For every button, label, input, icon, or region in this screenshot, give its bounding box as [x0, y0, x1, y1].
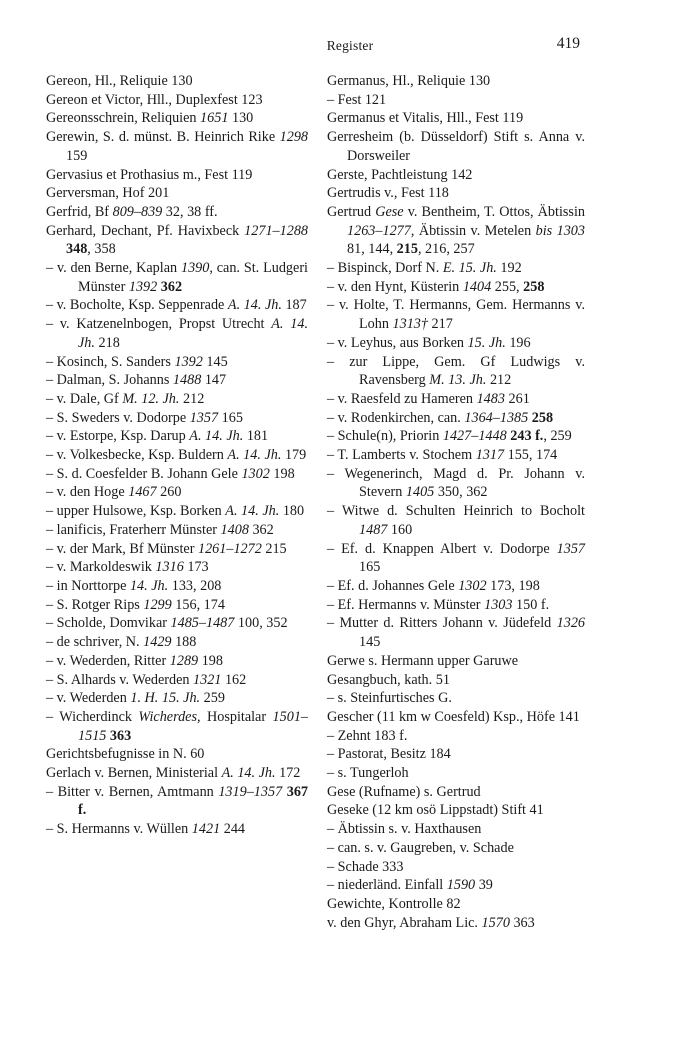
entry-text: bis 1303: [535, 222, 585, 239]
index-subentry: [327, 540, 585, 577]
entry-text: Wicherdes,: [138, 708, 201, 725]
entry-text: Gerversman, Hof 201: [46, 185, 170, 202]
entry-text: 145: [359, 634, 381, 651]
entry-text: – Schule(n), Priorin: [327, 428, 443, 445]
entry-text: 348: [66, 241, 88, 258]
index-entry: [327, 671, 585, 690]
entry-text: 215: [261, 540, 287, 557]
index-entry: [46, 184, 308, 203]
index-subentry: [46, 427, 308, 446]
entry-text: 1408: [220, 521, 249, 538]
index-entry: [46, 203, 308, 222]
entry-text: 1364–1385: [464, 409, 529, 426]
entry-text: – S. d. Coesfelder B. Johann Gele: [46, 465, 242, 482]
entry-text: 32, 38 ff.: [162, 203, 218, 220]
entry-text: 1316: [155, 559, 184, 576]
entry-text: – Scholde, Domvikar: [46, 615, 171, 632]
entry-text: – v. Wederden, Ritter: [46, 652, 170, 669]
index-subentry: [46, 540, 308, 559]
index-subentry: [327, 689, 585, 708]
entry-text: 1429: [143, 634, 172, 651]
index-subentry: [327, 839, 585, 858]
index-subentry: [46, 708, 308, 745]
entry-text: – v. den Berne, Kaplan: [46, 260, 181, 277]
index-entry: [327, 166, 585, 185]
index-subentry: [327, 577, 585, 596]
entry-text: 243 f.: [510, 428, 544, 445]
index-entry: [46, 109, 308, 128]
entry-text: 155, 174: [504, 447, 558, 464]
index-entry: [46, 91, 308, 110]
index-subentry: [46, 614, 308, 633]
entry-text: – s. Tungerloh: [327, 765, 409, 782]
entry-text: – Kosinch, S. Sanders: [46, 353, 175, 370]
entry-text: Gereon et Victor, Hll., Duplexfest 123: [46, 91, 263, 108]
entry-text: 130: [228, 110, 254, 127]
index-subentry: [327, 353, 585, 390]
index-entry: [327, 783, 585, 802]
entry-text: 1405: [405, 484, 435, 501]
entry-text: Hospitalar: [200, 708, 273, 725]
entry-text: 187: [281, 297, 307, 314]
entry-text: A. 14. Jh.: [189, 428, 244, 445]
entry-text: – Witwe d. Schulten Heinrich to Bocholt: [327, 503, 585, 520]
index-subentry: [46, 652, 308, 671]
entry-text: 159: [66, 147, 88, 164]
entry-text: A. 14. Jh.: [227, 297, 282, 314]
index-subentry: [327, 427, 585, 446]
entry-text: 198: [269, 465, 295, 482]
entry-text: A. 14. Jh.: [227, 447, 282, 464]
index-subentry: [327, 614, 585, 651]
entry-text: 1651: [200, 110, 229, 127]
entry-text: 1302: [241, 465, 270, 482]
entry-text: 363: [109, 727, 132, 744]
entry-text: 1421: [191, 821, 221, 838]
entry-text: 1392: [128, 278, 158, 295]
entry-text: – v. Raesfeld zu Hameren: [327, 390, 477, 407]
entry-text: Gertrud: [327, 203, 376, 220]
entry-text: 1570: [481, 914, 510, 931]
entry-text: 217: [427, 316, 453, 333]
entry-text: 1392: [174, 353, 203, 370]
entry-text: 1. H. 15. Jh.: [130, 690, 201, 707]
entry-text: Gese: [375, 203, 404, 220]
entry-text: Gervasius et Prothasius m., Fest 119: [46, 166, 253, 183]
index-subentry: [46, 783, 308, 820]
entry-text: 260: [156, 484, 182, 501]
entry-text: 1483: [476, 390, 505, 407]
page-number: 419: [556, 35, 580, 52]
entry-text: 1321: [193, 671, 222, 688]
running-head: Register: [326, 38, 374, 53]
entry-text: – can. s. v. Gaugreben, v. Schade: [327, 839, 514, 856]
entry-text: 244: [220, 821, 245, 838]
entry-text: 259: [200, 690, 225, 707]
entry-text: 1404: [462, 278, 492, 295]
entry-text: – in Norttorpe: [46, 577, 130, 594]
entry-text: 1485–1487: [170, 615, 235, 632]
index-subentry: [327, 858, 585, 877]
entry-text: Germanus et Vitalis, Hll., Fest 119: [327, 110, 524, 127]
entry-text: – Ef. d. Johannes Gele: [327, 577, 459, 594]
index-subentry: [327, 727, 585, 746]
index-subentry: [46, 315, 308, 352]
index-column-right: [327, 72, 585, 932]
entry-text: – v. Holte, T. Hermanns, Gem. Hermanns v. Lohn: [327, 297, 585, 333]
entry-text: 156, 174: [171, 596, 225, 613]
index-entry: [46, 764, 308, 783]
index-subentry: [327, 334, 585, 353]
entry-text: – Pastorat, Besitz 184: [327, 746, 451, 763]
entry-text: 145: [202, 353, 228, 370]
index-subentry: [46, 521, 308, 540]
entry-text: 1357: [189, 409, 219, 426]
entry-text: Gerste, Pachtleistung 142: [327, 166, 473, 183]
entry-text: – Ef. d. Knappen Albert v. Dodorpe: [327, 540, 557, 557]
entry-text: 1488: [172, 372, 202, 389]
entry-text: 1319–1357: [218, 783, 283, 800]
index-entry: [46, 166, 308, 185]
entry-text: 162: [221, 671, 247, 688]
entry-text: – v. Volkesbecke, Ksp. Buldern: [46, 447, 228, 464]
entry-text: Gerresheim (b. Düsseldorf) Stift s. Anna v. Dorsweiler: [327, 129, 585, 164]
entry-text: 258: [523, 278, 545, 295]
index-subentry: [46, 483, 308, 502]
index-subentry: [46, 390, 308, 409]
entry-text: 218: [94, 334, 120, 351]
index-entry: [46, 222, 308, 259]
entry-text: 212: [179, 390, 205, 407]
entry-text: 1298: [279, 129, 308, 146]
entry-text: 192: [496, 260, 522, 277]
index-entry: [327, 914, 585, 933]
index-subentry: [46, 371, 308, 390]
index-subentry: [46, 465, 308, 484]
index-subentry: [327, 278, 585, 297]
index-entry: [327, 652, 585, 671]
index-entry: [46, 128, 308, 165]
entry-text: – v. den Hynt, Küsterin: [327, 278, 463, 295]
entry-text: 367 f.: [78, 783, 308, 819]
index-subentry: [327, 390, 585, 409]
entry-text: E. 15. Jh.: [442, 260, 497, 277]
entry-text: – v. Markoldeswik: [46, 559, 156, 576]
entry-text: 15. Jh.: [467, 334, 506, 351]
entry-text: Gerfrid, Bf: [46, 203, 113, 220]
entry-text: 809–839: [112, 203, 163, 220]
entry-text: 1390: [180, 260, 210, 277]
index-subentry: [327, 465, 585, 502]
entry-text: – lanificis, Fraterherr Münster: [46, 521, 221, 538]
entry-text: 165: [218, 409, 243, 426]
entry-text: – Äbtissin s. v. Haxthausen: [327, 821, 482, 838]
entry-text: Germanus, Hl., Reliquie 130: [327, 73, 491, 89]
entry-text: 1501–1515: [78, 708, 308, 744]
entry-text: – Bitter v. Bernen, Amtmann: [46, 783, 219, 800]
index-subentry: [46, 558, 308, 577]
index-entry: [327, 801, 585, 820]
entry-text: 1467: [128, 484, 157, 501]
entry-text: – T. Lamberts v. Stochem: [327, 447, 476, 464]
index-subentry: [327, 764, 585, 783]
entry-text: – Mutter d. Ritters Johann v. Jüdefeld: [327, 615, 557, 632]
entry-text: – s. Steinfurtisches G.: [327, 690, 452, 707]
entry-text: – Wicherdinck: [46, 708, 139, 725]
index-entry: [327, 72, 585, 91]
entry-text: 1299: [143, 596, 172, 613]
index-subentry: [46, 671, 308, 690]
entry-text: 255,: [491, 278, 524, 295]
entry-text: Gerhard, Dechant, Pf. Havixbeck: [46, 222, 245, 239]
entry-text: 1357: [556, 540, 585, 557]
entry-text: Geseke (12 km osö Lippstadt) Stift 41: [327, 802, 544, 819]
entry-text: 39: [475, 877, 493, 894]
entry-text: Gereonsschrein, Reliquien: [46, 110, 201, 127]
index-entry: [327, 708, 585, 727]
entry-text: 212: [486, 372, 512, 389]
entry-text: – Zehnt 183 f.: [327, 727, 408, 744]
entry-text: 1487: [359, 521, 388, 538]
entry-text: Äbtissin v. Metelen: [414, 222, 536, 239]
entry-text: – Wegenerinch, Magd d. Pr. Johann v. Stevern: [327, 465, 585, 501]
index-subentry: [327, 259, 585, 278]
entry-text: 165: [359, 559, 381, 576]
index-subentry: [46, 446, 308, 465]
entry-text: 147: [201, 372, 227, 389]
entry-text: 181: [243, 428, 269, 445]
entry-text: 173: [183, 559, 209, 576]
entry-text: 196: [505, 334, 531, 351]
entry-text: 1317: [475, 447, 505, 464]
entry-text: – v. Wederden: [46, 690, 131, 707]
entry-text: , can. St. Ludgeri Münster: [78, 260, 308, 295]
entry-text: Gerewin, S. d. münst. B. Heinrich Rike: [46, 129, 280, 146]
index-subentry: [327, 502, 585, 539]
entry-text: – S. Alhards v. Wederden: [46, 671, 194, 688]
entry-text: 362: [160, 278, 183, 295]
entry-text: – v. Dale, Gf: [46, 390, 123, 407]
entry-text: 1590: [446, 877, 476, 894]
entry-text: – v. den Hoge: [46, 484, 129, 501]
entry-text: – v. der Mark, Bf Münster: [46, 540, 198, 557]
index-subentry: [327, 409, 585, 428]
entry-text: 180: [279, 503, 305, 520]
entry-text: – v. Bocholte, Ksp. Seppenrade: [46, 297, 228, 314]
entry-text: 81, 144,: [347, 241, 397, 258]
entry-text: 1427–1448: [442, 428, 507, 445]
index-subentry: [46, 353, 308, 372]
entry-text: M. 13. Jh.: [429, 372, 487, 389]
entry-text: 1326: [556, 615, 585, 632]
index-entry: [327, 184, 585, 203]
entry-text: Gerlach v. Bernen, Ministerial: [46, 765, 222, 782]
index-entry: [46, 745, 308, 764]
index-subentry: [46, 633, 308, 652]
index-subentry: [46, 820, 308, 839]
entry-text: A. 14. Jh.: [221, 765, 276, 782]
index-subentry: [327, 596, 585, 615]
entry-text: Gereon, Hl., Reliquie 130: [46, 73, 193, 89]
index-entry: [46, 72, 308, 91]
entry-text: , 216, 257: [417, 241, 475, 258]
entry-text: Gesangbuch, kath. 51: [327, 671, 450, 688]
entry-text: 1303: [484, 596, 513, 613]
entry-text: 1271–1288: [244, 222, 308, 239]
index-column-left: [46, 72, 308, 839]
entry-text: 133, 208: [168, 577, 222, 594]
entry-text: 173, 198: [486, 577, 540, 594]
entry-text: , 358: [87, 241, 116, 258]
entry-text: A. 14. Jh.: [78, 316, 308, 351]
entry-text: 1263–1277,: [347, 222, 415, 239]
entry-text: 258: [531, 409, 554, 426]
entry-text: 188: [171, 634, 197, 651]
entry-text: Gewichte, Kontrolle 82: [327, 895, 461, 912]
index-entry: [327, 895, 585, 914]
entry-text: Gese (Rufname) s. Gertrud: [327, 783, 481, 800]
entry-text: – Bispinck, Dorf N.: [327, 260, 443, 277]
index-subentry: [327, 876, 585, 895]
entry-text: 198: [198, 652, 223, 669]
index-entry: [327, 203, 585, 259]
entry-text: 1302: [458, 577, 487, 594]
entry-text: 215: [396, 241, 418, 258]
index-subentry: [46, 502, 308, 521]
entry-text: – zur Lippe, Gem. Gf Ludwigs v. Ravensberg: [327, 353, 585, 389]
entry-text: v. Bentheim, T. Ottos, Äbtissin: [403, 203, 585, 220]
entry-text: – Schade 333: [327, 858, 404, 875]
index-subentry: [327, 296, 585, 333]
entry-text: 350, 362: [434, 484, 488, 501]
entry-text: – S. Sweders v. Dodorpe: [46, 409, 190, 426]
entry-text: – de schriver, N.: [46, 634, 144, 651]
entry-text: – Ef. Hermanns v. Münster: [327, 596, 485, 613]
index-entry: [327, 128, 585, 165]
index-subentry: [46, 577, 308, 596]
entry-text: – Fest 121: [327, 91, 387, 108]
entry-text: – v. Estorpe, Ksp. Darup: [46, 428, 190, 445]
index-subentry: [327, 91, 585, 110]
index-subentry: [327, 820, 585, 839]
entry-text: 150 f.: [512, 596, 550, 613]
entry-text: 14. Jh.: [129, 577, 169, 594]
index-subentry: [46, 296, 308, 315]
entry-text: 1313†: [392, 316, 428, 333]
entry-text: – S. Rotger Rips: [46, 596, 144, 613]
entry-text: v. den Ghyr, Abraham Lic.: [327, 914, 482, 931]
entry-text: 363: [509, 914, 535, 931]
entry-text: 362: [248, 521, 274, 538]
index-subentry: [46, 596, 308, 615]
entry-text: 100, 352: [234, 615, 288, 632]
entry-text: , 259: [543, 428, 572, 445]
entry-text: M. 12. Jh.: [122, 390, 180, 407]
entry-text: – niederländ. Einfall: [327, 877, 447, 894]
entry-text: 261: [504, 390, 530, 407]
entry-text: – upper Hulsowe, Ksp. Borken: [46, 503, 226, 520]
entry-text: – v. Rodenkirchen, can.: [327, 409, 465, 426]
entry-text: 172: [275, 765, 301, 782]
index-subentry: [46, 689, 308, 708]
entry-text: Gerwe s. Hermann upper Garuwe: [327, 652, 519, 669]
entry-text: A. 14. Jh.: [225, 503, 280, 520]
index-entry: [327, 109, 585, 128]
entry-text: Gertrudis v., Fest 118: [327, 185, 449, 202]
index-subentry: [327, 446, 585, 465]
entry-text: Gerichtsbefugnisse in N. 60: [46, 746, 205, 763]
entry-text: Gescher (11 km w Coesfeld) Ksp., Höfe 141: [327, 708, 580, 725]
entry-text: – v. Leyhus, aus Borken: [327, 334, 468, 351]
entry-text: 179: [281, 447, 307, 464]
entry-text: 1261–1272: [197, 540, 262, 557]
entry-text: – S. Hermanns v. Wüllen: [46, 821, 192, 838]
entry-text: 1289: [169, 652, 199, 669]
index-subentry: [46, 409, 308, 428]
entry-text: – v. Katzenelnbogen, Propst Utrecht: [46, 316, 272, 333]
index-subentry: [327, 745, 585, 764]
entry-text: – Dalman, S. Johanns: [46, 372, 173, 389]
entry-text: 160: [387, 521, 413, 538]
index-subentry: [46, 259, 308, 296]
